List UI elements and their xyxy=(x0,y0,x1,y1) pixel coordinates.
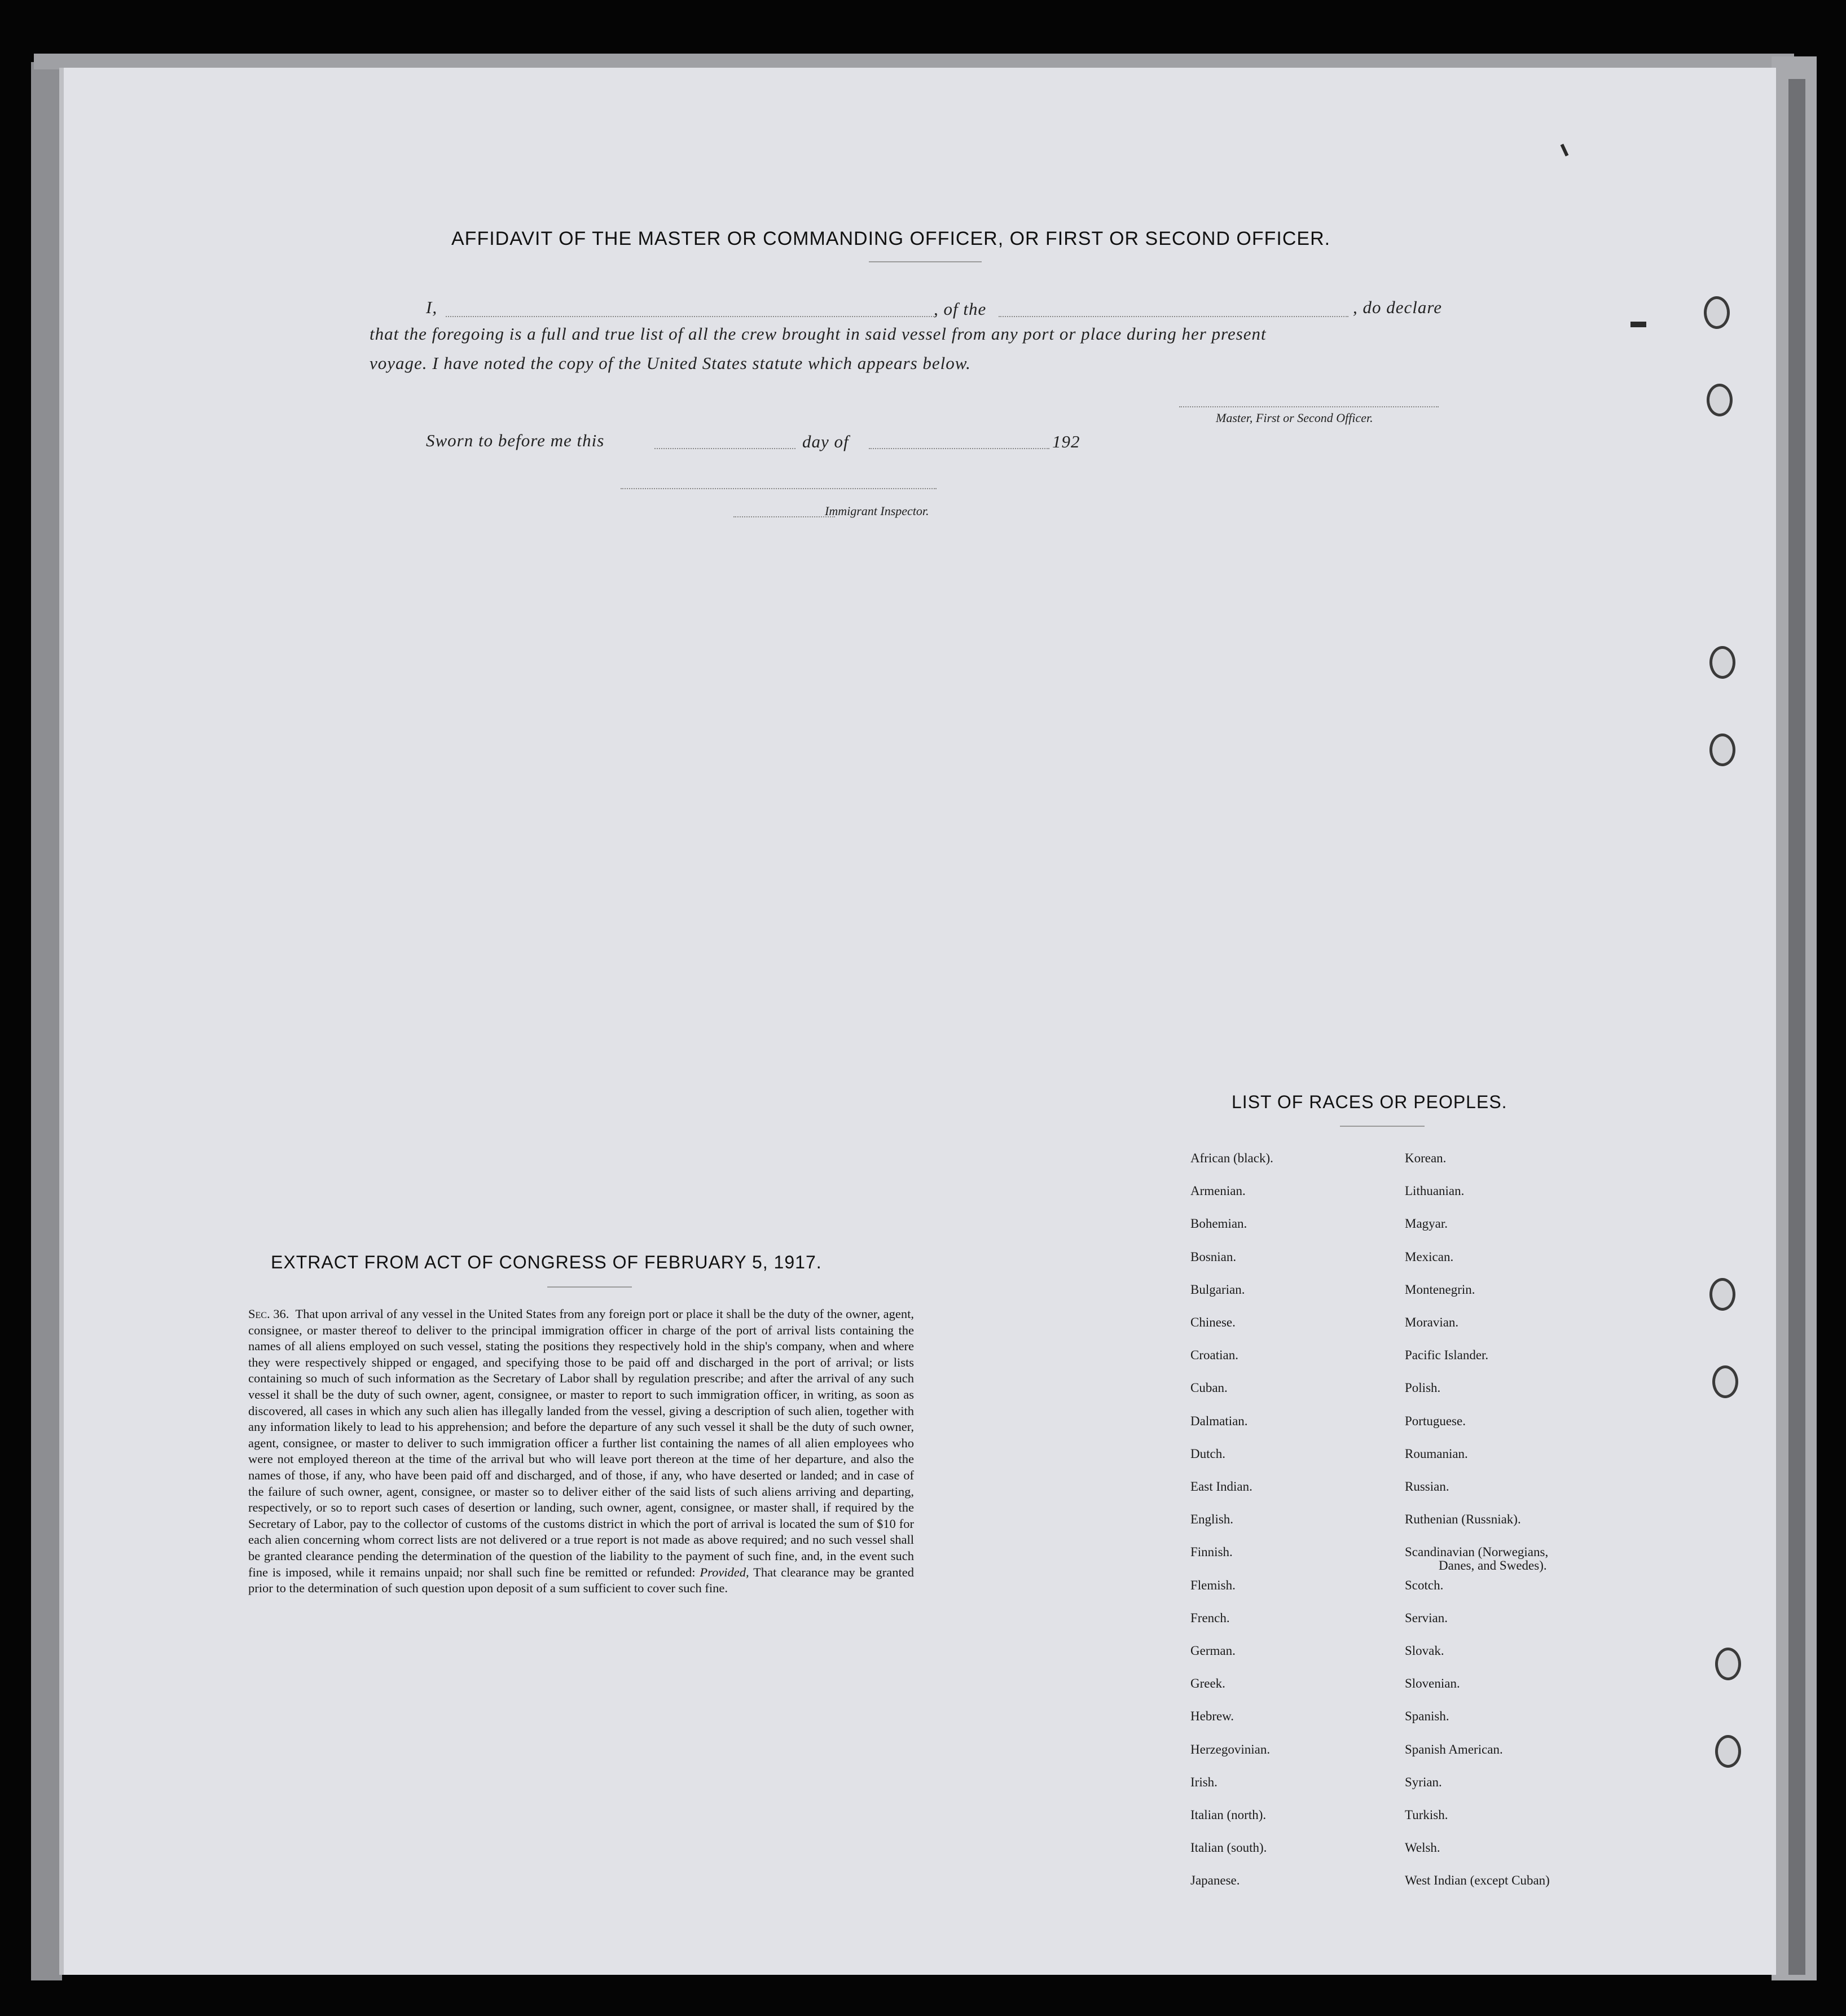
race-item: Flemish. xyxy=(1190,1578,1236,1592)
race-item: Italian (north). xyxy=(1190,1808,1267,1822)
inspector-signature-line[interactable] xyxy=(621,488,937,489)
race-item: West Indian (except Cuban) xyxy=(1405,1873,1550,1888)
race-item: Slovenian. xyxy=(1405,1676,1460,1691)
race-item: Slovak. xyxy=(1405,1644,1444,1658)
race-item: Servian. xyxy=(1405,1610,1448,1625)
race-item: Syrian. xyxy=(1405,1775,1442,1789)
race-item: Dutch. xyxy=(1190,1446,1225,1461)
section-label: Sec. 36. xyxy=(248,1307,289,1321)
race-item: Herzegovinian. xyxy=(1190,1742,1271,1756)
binder-hole-icon xyxy=(1707,384,1733,416)
do-declare-label: , do declare xyxy=(1353,297,1443,317)
page-edge-shadow xyxy=(1788,79,1805,1975)
race-item: Portuguese. xyxy=(1405,1413,1466,1428)
day-line[interactable] xyxy=(654,448,795,449)
race-item: Italian (south). xyxy=(1190,1841,1267,1855)
divider xyxy=(547,1286,632,1288)
race-item: Cuban. xyxy=(1190,1381,1228,1395)
affidavit-title: AFFIDAVIT OF THE MASTER OR COMMANDING OFFICER, OR FIRST OR SECOND OFFICER. xyxy=(451,228,1331,249)
race-item: East Indian. xyxy=(1190,1479,1252,1494)
binder-hole-icon xyxy=(1709,646,1735,679)
master-label: Master, First or Second Officer. xyxy=(1216,411,1373,425)
race-item: Spanish. xyxy=(1405,1709,1449,1724)
race-item: Mexican. xyxy=(1405,1249,1454,1264)
race-item: Russian. xyxy=(1405,1479,1449,1494)
affidavit-i-label: I, xyxy=(426,297,438,317)
binder-hole-icon xyxy=(1709,1278,1735,1311)
inspector-line[interactable] xyxy=(733,516,835,517)
divider xyxy=(1340,1126,1425,1127)
race-item: Finnish. xyxy=(1190,1545,1233,1560)
race-item: Lithuanian. xyxy=(1405,1184,1465,1198)
race-item: Montenegrin. xyxy=(1405,1282,1475,1297)
vessel-line[interactable] xyxy=(999,316,1348,317)
binder-hole-icon xyxy=(1709,734,1735,766)
scan-mark xyxy=(1630,322,1646,327)
race-item: Roumanian. xyxy=(1405,1446,1468,1461)
extract-title: EXTRACT FROM ACT OF CONGRESS OF FEBRUARY 5, 1917. xyxy=(271,1252,822,1272)
race-item: Turkish. xyxy=(1405,1808,1448,1822)
page-edge-left xyxy=(31,62,62,1980)
affidavit-line-3: voyage. I have noted the copy of the United States statute which appears below. xyxy=(370,353,971,373)
statute-text xyxy=(248,1306,914,1597)
race-item: Croatian. xyxy=(1190,1348,1238,1363)
divider xyxy=(869,261,982,262)
provided-word: Provided, xyxy=(700,1565,749,1579)
binder-hole-icon xyxy=(1715,1735,1741,1768)
of-the-label: , of the xyxy=(934,299,987,319)
master-signature-line[interactable] xyxy=(1179,406,1439,407)
race-item: Scandinavian (Norwegians, xyxy=(1405,1545,1549,1560)
races-title: LIST OF RACES OR PEOPLES. xyxy=(1232,1092,1507,1112)
name-line[interactable] xyxy=(446,316,937,317)
day-of-label: day of xyxy=(802,432,849,451)
race-item: Greek. xyxy=(1190,1676,1225,1691)
race-item: Japanese. xyxy=(1190,1873,1240,1888)
race-item: French. xyxy=(1190,1610,1230,1625)
race-item: Welsh. xyxy=(1405,1841,1440,1855)
race-item: Bulgarian. xyxy=(1190,1282,1245,1297)
race-item: Moravian. xyxy=(1405,1315,1459,1329)
race-item: Scotch. xyxy=(1405,1578,1444,1592)
race-item: Chinese. xyxy=(1190,1315,1236,1329)
race-item: Korean. xyxy=(1405,1151,1447,1165)
sworn-label: Sworn to before me this xyxy=(426,431,605,450)
race-item: African (black). xyxy=(1190,1151,1273,1165)
statute-body-end: That clearance may be granted prior to the determination of such question upon deposit of a sum sufficient to cover such fine. xyxy=(248,1565,915,1596)
race-item: German. xyxy=(1190,1644,1236,1658)
race-item: Magyar. xyxy=(1405,1216,1448,1231)
page-edge-top xyxy=(34,54,1794,69)
race-item: Spanish American. xyxy=(1405,1742,1503,1756)
race-item: Pacific Islander. xyxy=(1405,1348,1489,1363)
binder-hole-icon xyxy=(1704,296,1730,329)
race-item: Armenian. xyxy=(1190,1184,1246,1198)
race-item: Polish. xyxy=(1405,1381,1441,1395)
race-item: English. xyxy=(1190,1512,1234,1527)
binder-hole-icon xyxy=(1715,1648,1741,1680)
race-item: Ruthenian (Russniak). xyxy=(1405,1512,1521,1527)
race-item: Hebrew. xyxy=(1190,1709,1234,1724)
statute-body: That upon arrival of any vessel in the United States from any foreign port or place it shall be the duty of the owner, agent, consignee, or master thereof to deliver to the principal immigration officer in charge of the port of arrival lists containing the names of all aliens employed on such vessel, stating the positions they respectively hold in the ship's company, when and where they were respectively shipped or engaged, and specifying those to be paid off and discharged in the port of arrival; or lists containing so much of such information as the Secretary of Labor shall by regulation prescribe; and after the arrival of any such vessel it shall be the duty of such owner, agent, consignee, or master to report to such immigration officer, in writing, as soon as discovered, all cases in which any such alien has illegally landed from the vessel, giving a description of such alien, together with any information likely to lead to his apprehension; and before the departure of any such vessel it shall be the duty of such owner, agent, consignee, or master to deliver to such immigration officer a further list containing the names of all alien employees who were not employed thereon at the time of the arrival but who will leave port thereon at the time of her departure, and also the names of those, if any, who have been paid off and discharged, and of those, if any, who have deserted or landed; and in case of the failure of such owner, agent, consignee, or master so to deliver either of the said lists of such aliens arriving and departing, respectively, or so to report such cases of desertion or landing, such owner, agent, consignee, or master shall, if required by the Secretary of Labor, pay to the collector of customs of the customs district in which the port of arrival is located the sum of $10 for each alien concerning whom correct lists are not delivered or a true report is not made as above required; and no such vessel shall be granted clearance pending the determination of the question of the liability to the payment of such fine, and, in the event such fine is imposed, while it remains unpaid; nor shall such fine be remitted or refunded: xyxy=(248,1307,915,1579)
race-item: Irish. xyxy=(1190,1775,1218,1789)
inspector-label: Immigrant Inspector. xyxy=(825,504,929,518)
race-item: Bohemian. xyxy=(1190,1216,1247,1231)
year-label: 192 xyxy=(1052,432,1080,451)
month-line[interactable] xyxy=(869,448,1049,449)
affidavit-line-2: that the foregoing is a full and true list of all the crew brought in said vessel from any port or place during her present xyxy=(370,324,1267,344)
race-item: Danes, and Swedes). xyxy=(1439,1558,1547,1573)
race-item: Bosnian. xyxy=(1190,1249,1237,1264)
binder-hole-icon xyxy=(1712,1365,1738,1398)
race-item: Dalmatian. xyxy=(1190,1413,1248,1428)
